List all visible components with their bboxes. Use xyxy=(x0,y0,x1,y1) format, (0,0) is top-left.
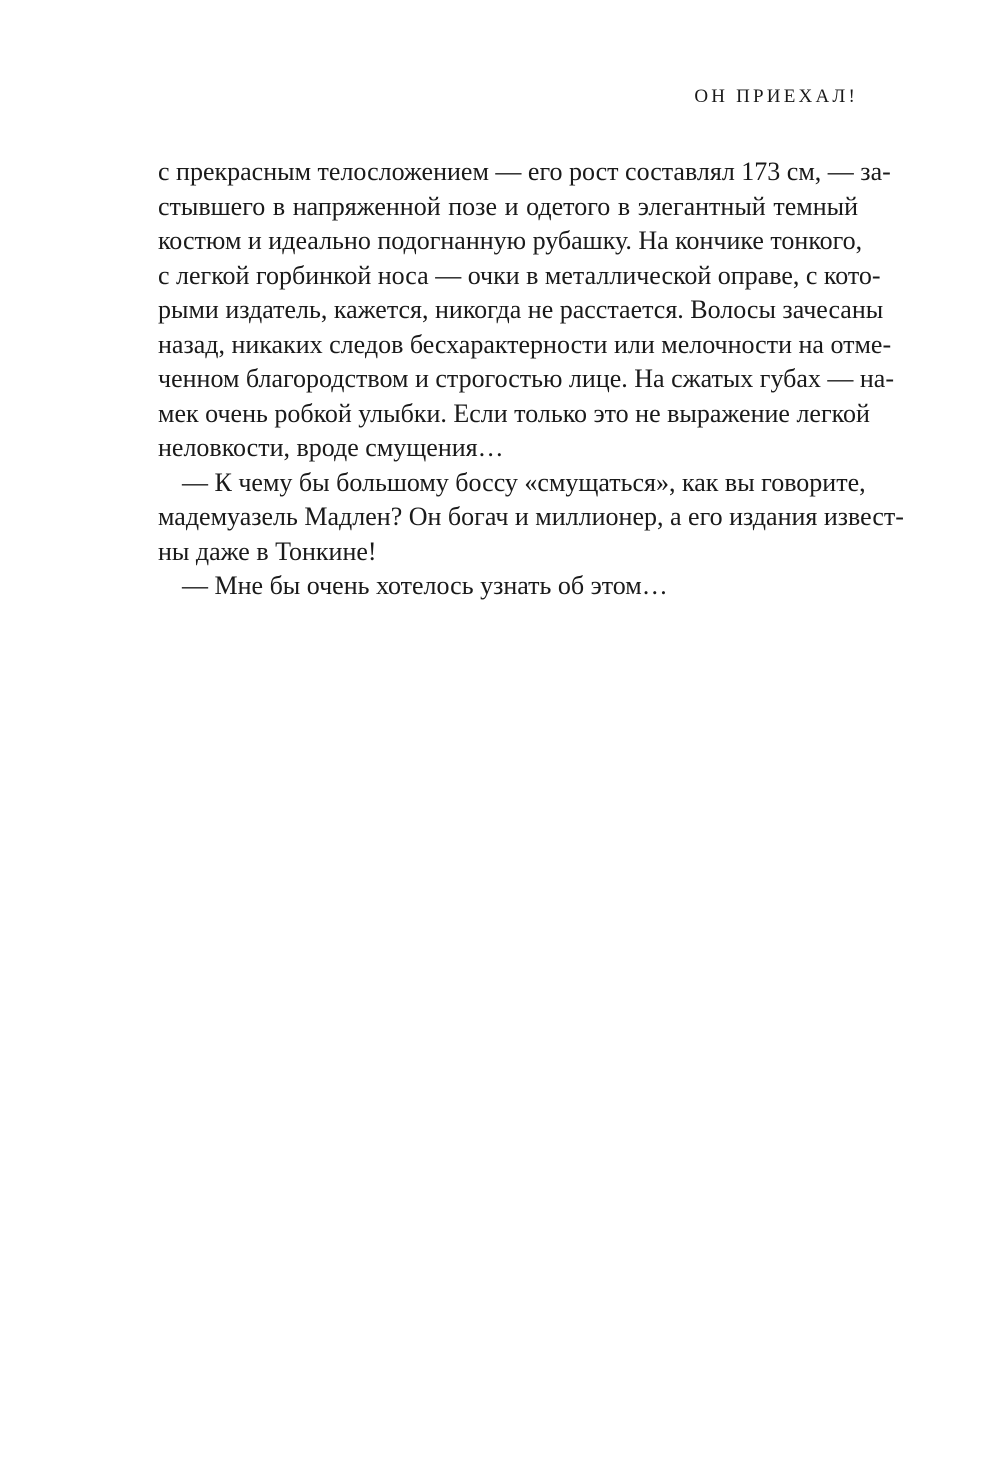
text-line: рыми издатель, кажется, никогда не расстается. Волосы зачесаны xyxy=(158,295,884,324)
text-line: мек очень робкой улыбки. Если только это не выражение легкой xyxy=(158,398,870,428)
text-line: костюм и идеально подогнанную рубашку. На кончике тонкого, xyxy=(158,226,863,255)
text-line: неловкости, вроде смущения… xyxy=(158,433,504,462)
text-line: стывшего в напряженной позе и одетого в элегантный темный xyxy=(158,191,858,221)
text-line: назад, никаких следов бесхарактерности или мелочности на отме- xyxy=(158,329,892,359)
text-line: ны даже в Тонкине! xyxy=(158,536,377,566)
text-line: мадемуазель Мадлен? Он богач и миллионер, а его издания извест- xyxy=(158,502,904,531)
body-text xyxy=(158,155,904,604)
text-line: с прекрасным телосложением — его рост составлял 173 см, — за- xyxy=(158,157,891,186)
text-line: ченном благородством и строгостью лице. На сжатых губах — на- xyxy=(158,364,894,393)
text-line: — Мне бы очень хотелось узнать об этом… xyxy=(182,571,668,600)
text-line: с легкой горбинкой носа — очки в металлической оправе, с кото- xyxy=(158,260,881,290)
text-line: — К чему бы большому боссу «смущаться», как вы говорите, xyxy=(182,467,866,497)
running-head: ОН ПРИЕХАЛ! xyxy=(694,86,858,107)
